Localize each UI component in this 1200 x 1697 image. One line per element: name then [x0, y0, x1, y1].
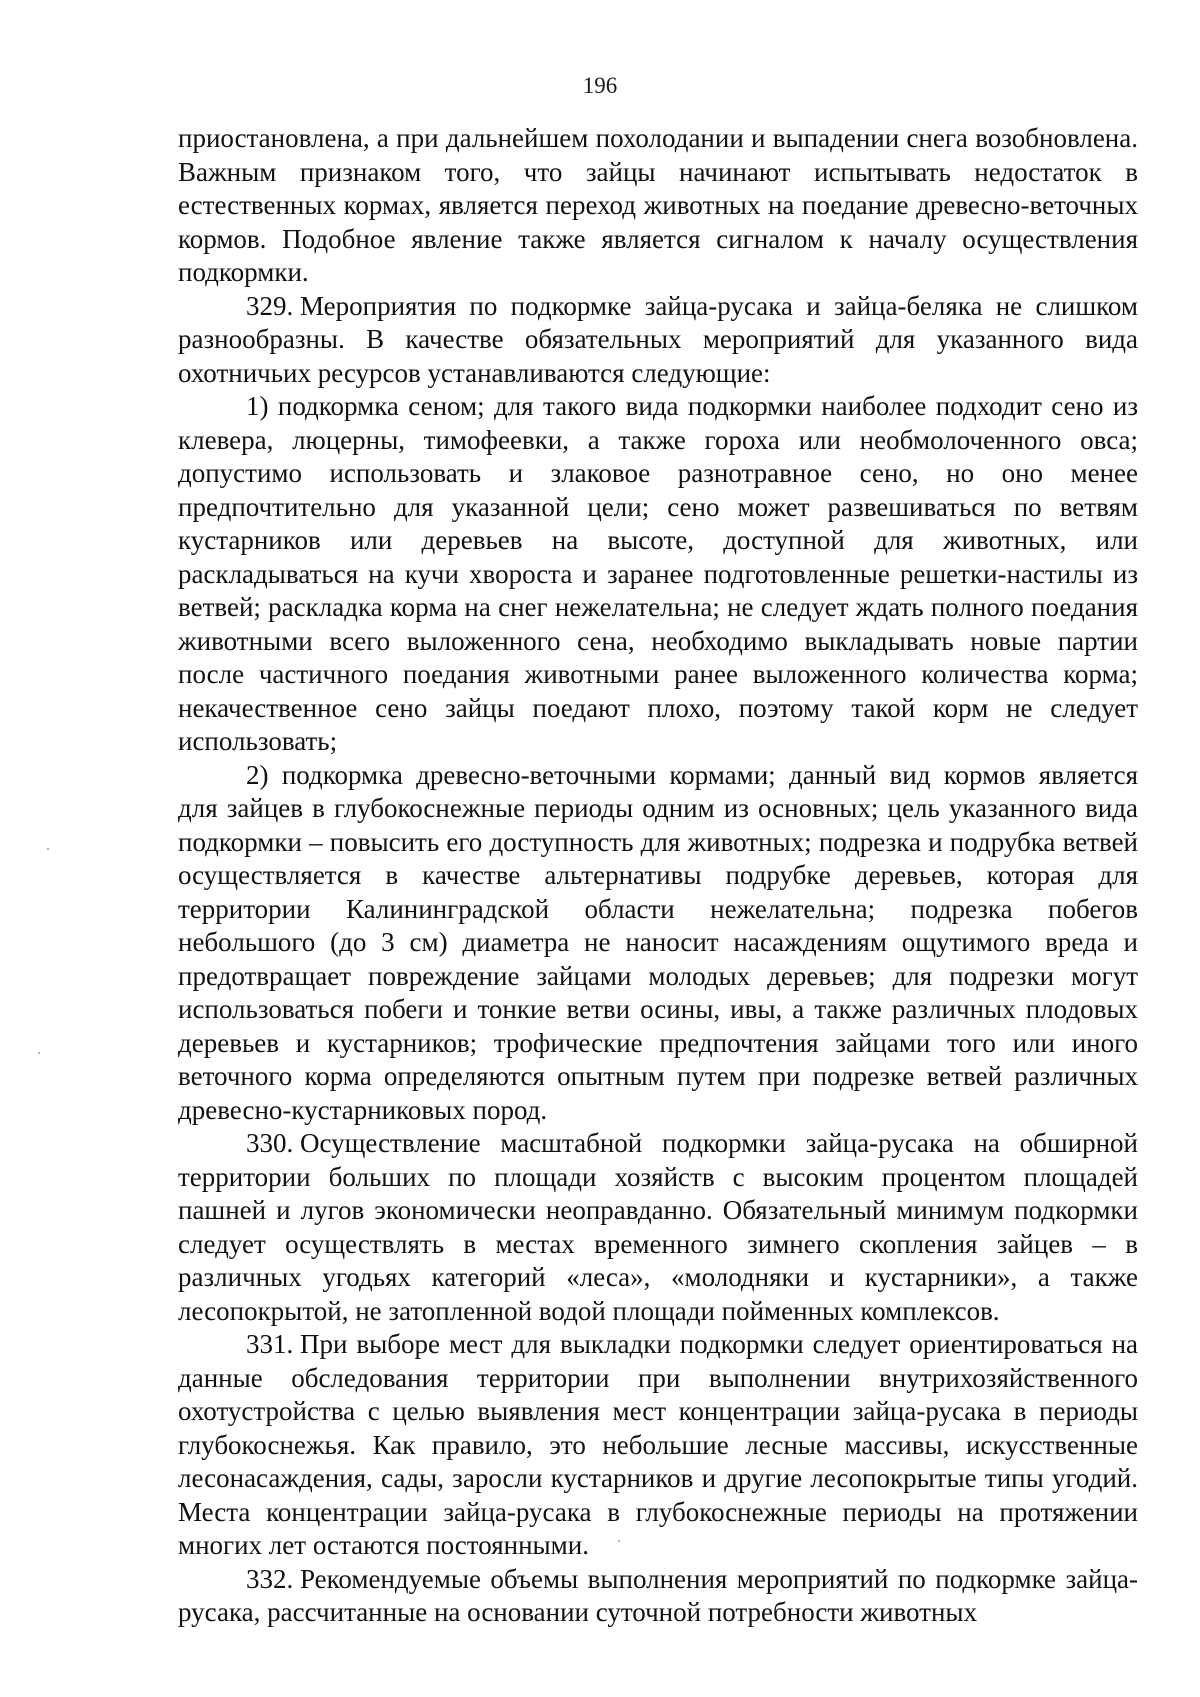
paragraph-329 — [178, 290, 1138, 391]
list-item-2 — [178, 759, 1138, 1128]
paragraph-text: Рекомендуемые объемы выполнения мероприятий по подкормке зайца-русака, рассчитанные на основании суточной потребности животных — [178, 1563, 1138, 1627]
paragraph-number: 332. — [246, 1563, 294, 1594]
paragraph-330 — [178, 1127, 1138, 1328]
paragraph-text: Осуществление масштабной подкормки зайца-русака на обширной территории больших по площади хозяйств с высоким процентом площадей пашней и лугов экономически неоправданно. Обязательный минимум подкормки следует осуществлять в местах временного зимнего скопления зайцев – в различных угодьях категорий «леса», «молодняки и кустарники», а также лесопокрытой, не затопленной водой площади пойменных комплексов. — [178, 1128, 1138, 1326]
paragraph-number: 331. — [246, 1329, 294, 1359]
list-item-text: 2) подкормка древесно-веточными кормами; данный вид кормов является для зайцев в глубокоснежные периоды одним из основных; цель указанного вида подкормки – повысить его доступность для животных; подрезка и подрубка ветвей осуществляется в качестве альтернативы подрубке деревьев, которая для территории Калининградской области нежелательна; подрезка побегов небольшого (до 3 см) диаметра не наносит насаждениям ощутимого вреда и предотвращает повреждение зайцами молодых деревьев; для подрезки могут использоваться побеги и тонкие ветви осины, ивы, а также различных плодовых деревьев и кустарников; трофические предпочтения зайцами того или иного веточного корма определяются опытным путем при подрезке ветвей различных древесно-кустарниковых пород. — [178, 759, 1138, 1125]
paragraph-continuation — [178, 122, 1138, 290]
document-body — [178, 122, 1138, 1630]
paragraph-text: приостановлена, а при дальнейшем похолодании и выпадении снега возобновлена. Важным признаком того, что зайцы начинают испытывать недостаток в естественных кормах, является переход животных на поедание древесно-веточных кормов. Подобное явление также является сигналом к началу осуществления подкормки. — [178, 123, 1138, 287]
scan-speck — [618, 1540, 620, 1542]
list-item-1 — [178, 390, 1138, 759]
scan-speck — [47, 848, 49, 850]
paragraph-number: 330. — [246, 1128, 294, 1158]
paragraph-text: При выборе мест для выкладки подкормки следует ориентироваться на данные обследования территории при выполнении внутрихозяйственного охотустройства с целью выявления мест концентрации зайца-русака в периоды глубокоснежья. Как правило, это небольшие лесные массивы, искусственные лесонасаждения, сады, заросли кустарников и другие лесопокрытые типы угодий. Места концентрации зайца-русака в глубокоснежные периоды на протяжении многих лет остаются постоянными. — [178, 1329, 1138, 1560]
scan-speck — [38, 1052, 40, 1054]
page-number: 196 — [582, 73, 618, 98]
paragraph-331 — [178, 1328, 1138, 1563]
paragraph-332 — [178, 1563, 1138, 1630]
paragraph-text: Мероприятия по подкормке зайца-русака и зайца-беляка не слишком разнообразны. В качестве обязательных мероприятий для указанного вида охотничьих ресурсов устанавливаются следующие: — [178, 290, 1138, 388]
list-item-text: 1) подкормка сеном; для такого вида подкормки наиболее подходит сено из клевера, люцерны, тимофеевки, а также гороха или необмолоченного овса; допустимо использовать и злаковое разнотравное сено, но оно менее предпочтительно для указанной цели; сено может развешиваться по ветвям кустарников или деревьев на высоте, доступной для животных, или раскладываться на кучи хвороста и заранее подготовленные решетки-настилы из ветвей; раскладка корма на снег нежелательна; не следует ждать полного поедания животными всего выложенного сена, необходимо выкладывать новые партии после частичного поедания животными ранее выложенного количества корма; некачественное сено зайцы поедают плохо, поэтому такой корм не следует использовать; — [178, 391, 1138, 756]
paragraph-number: 329. — [246, 290, 294, 321]
